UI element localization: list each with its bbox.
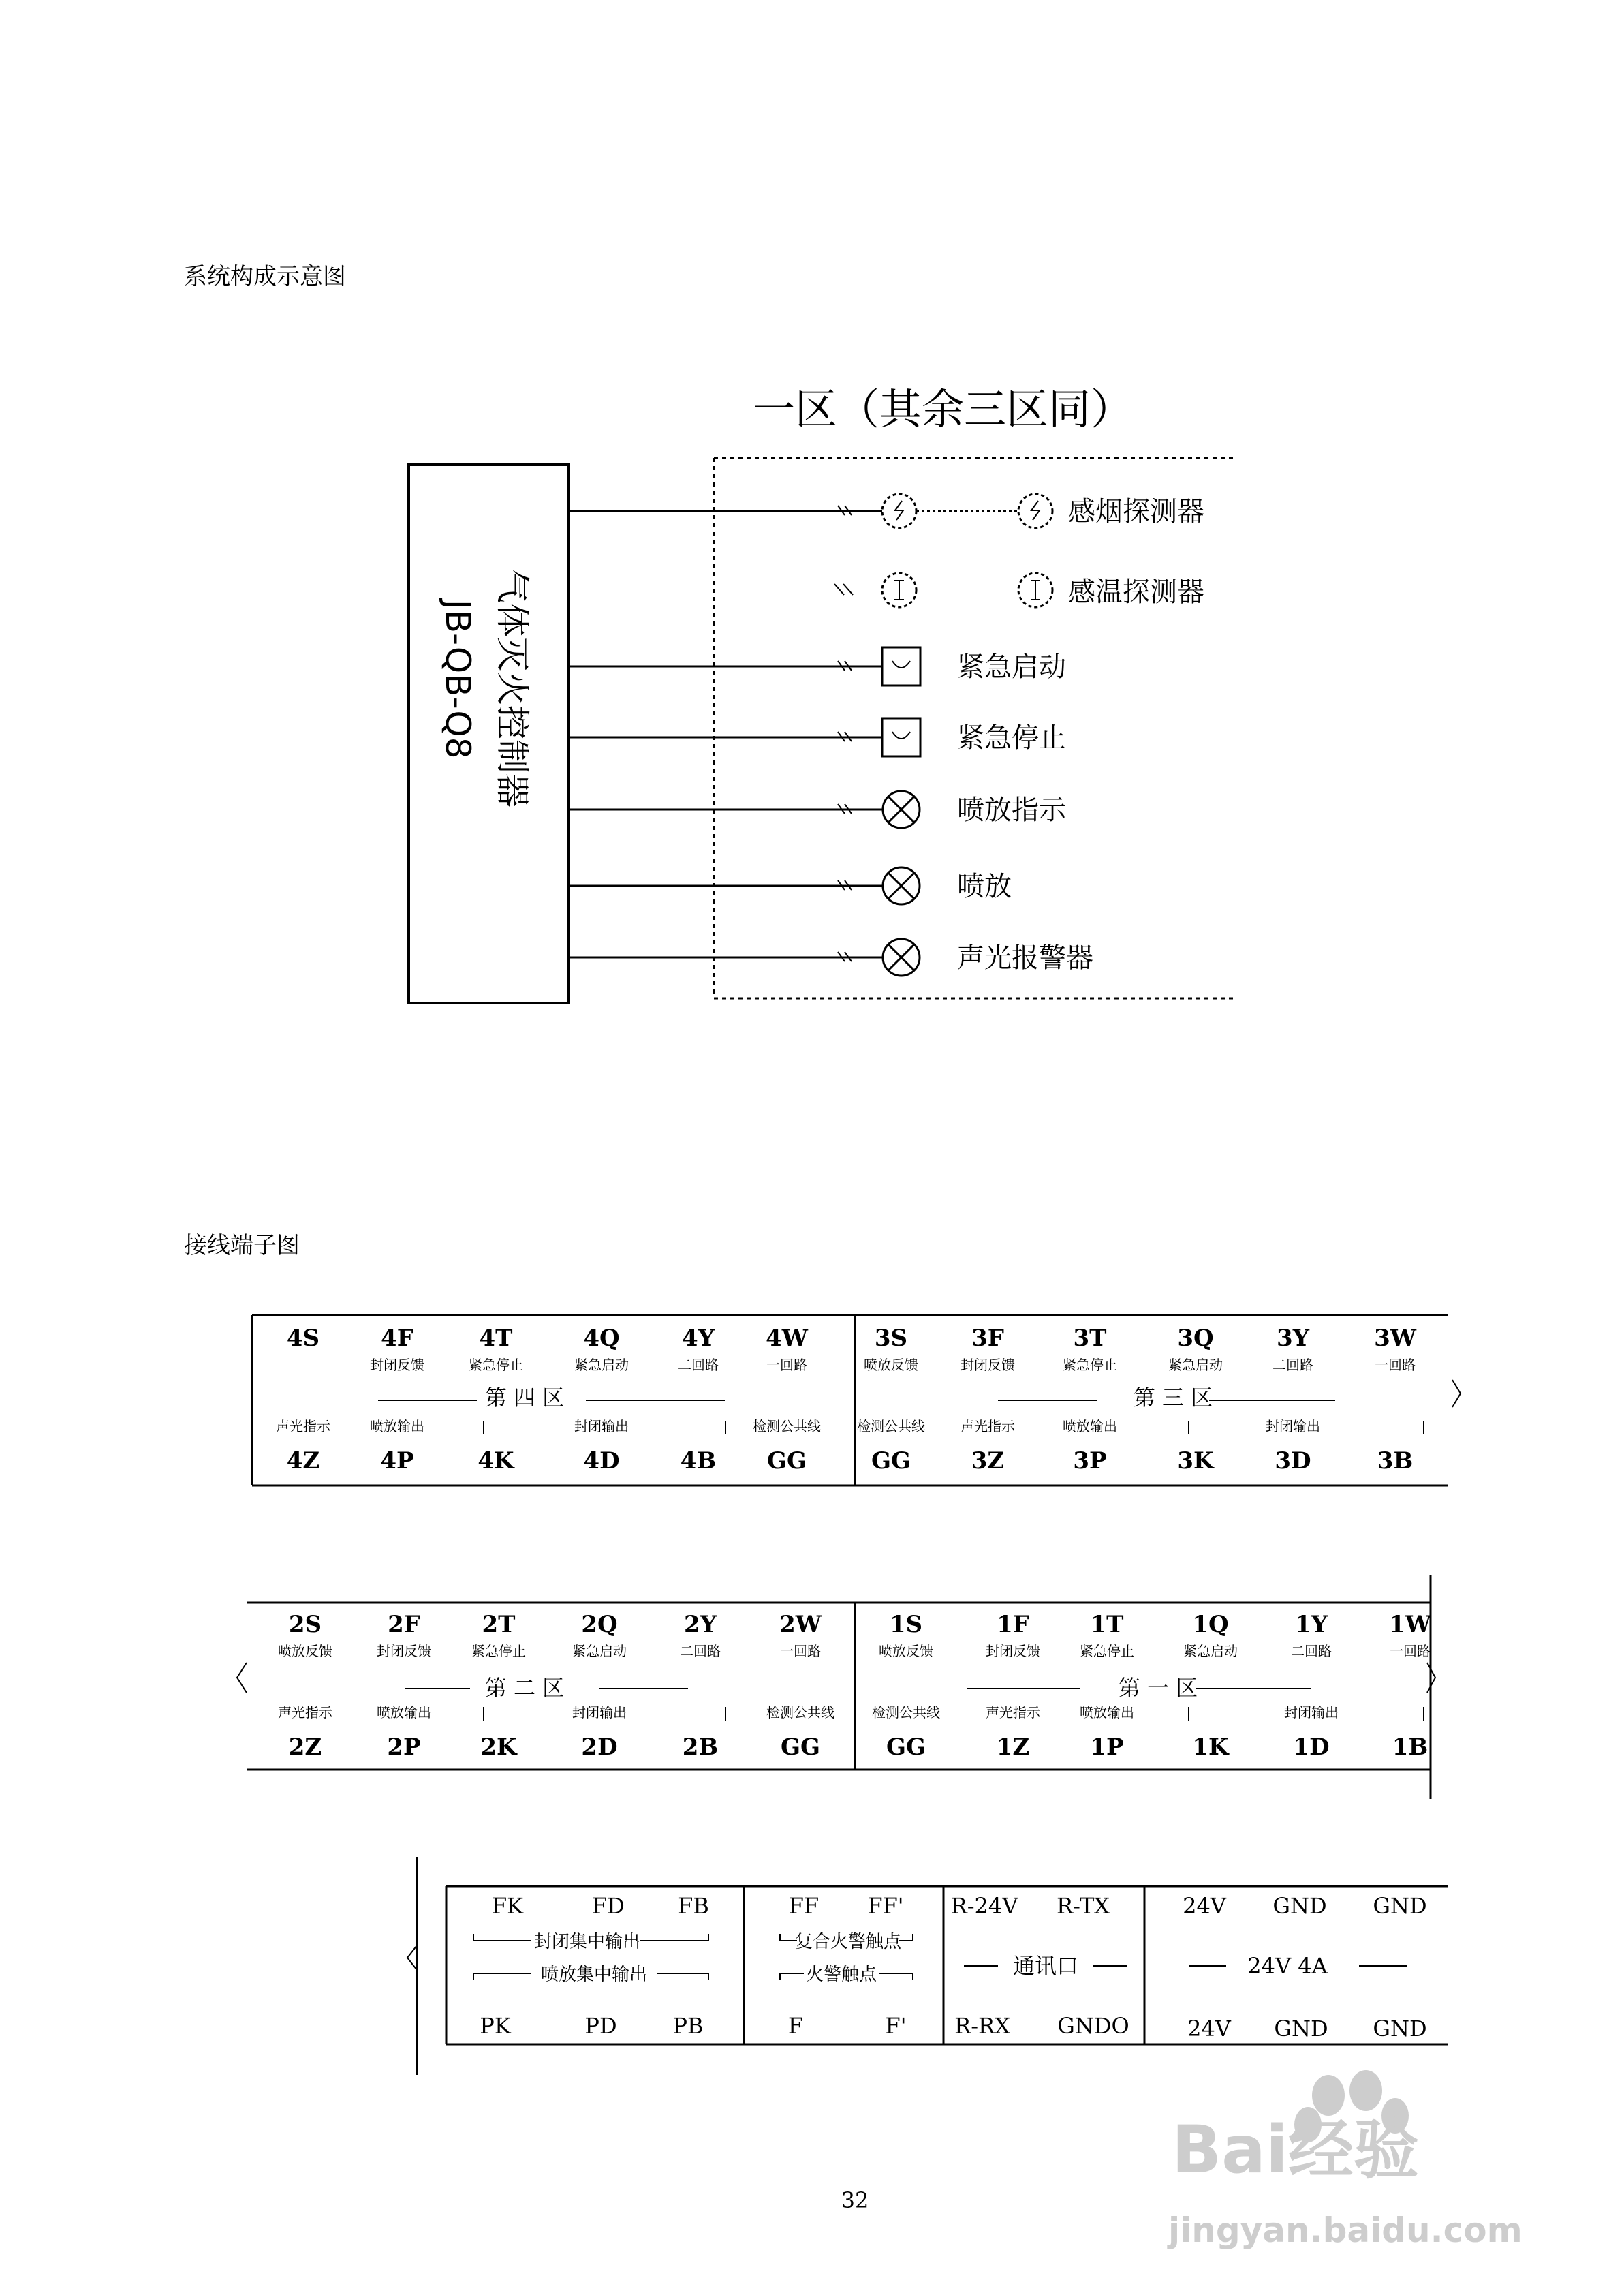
terminal-function-label: 紧急启动	[1168, 1357, 1223, 1373]
terminal-code: 1F	[997, 1611, 1029, 1638]
fire-alarm-contact-label: 火警触点	[805, 1965, 877, 1985]
controller-box	[409, 465, 569, 1003]
terminal-code: 3F	[971, 1325, 1004, 1352]
terminal-code: 3P	[1073, 1447, 1107, 1475]
terminal-function-label: 声光指示	[986, 1704, 1040, 1721]
terminal-code: 1K	[1192, 1734, 1229, 1761]
terminal-code: 3W	[1374, 1325, 1416, 1352]
sound-light-alarm-icon	[883, 939, 920, 976]
baidu-watermark	[1167, 2070, 1522, 2250]
system-diagram	[409, 384, 1236, 1003]
terminal-function-label: 声光指示	[276, 1418, 330, 1434]
terminal-code: 4B	[680, 1447, 717, 1475]
terminal-code: 4Z	[286, 1447, 320, 1475]
device-label-heat: 感温探测器	[1068, 576, 1204, 608]
terminal-code: 2Q	[581, 1611, 618, 1638]
device-label-spray: 喷放	[957, 871, 1012, 902]
terminal-code: 2W	[779, 1611, 822, 1638]
seal-output-label: 封闭集中输出	[533, 1932, 641, 1952]
terminal-pd: PD	[584, 2013, 617, 2039]
terminal-function-label: 喷放反馈	[879, 1643, 933, 1659]
smoke-detector-icon	[882, 494, 916, 528]
terminal-function-label: 封闭反馈	[986, 1643, 1040, 1659]
terminal-function-label: 封闭输出	[1284, 1704, 1339, 1721]
terminal-code: 1Z	[996, 1734, 1030, 1761]
terminal-ff: FF	[788, 1893, 819, 1919]
terminal-function-label: 一回路	[1375, 1357, 1416, 1373]
terminal-function-label: 检测公共线	[857, 1418, 925, 1434]
terminal-function-label: 喷放输出	[370, 1418, 424, 1434]
terminal-function-label: 紧急启动	[572, 1643, 627, 1659]
terminal-function-label: 封闭输出	[1266, 1418, 1320, 1434]
terminal-code: 2F	[388, 1611, 420, 1638]
terminal-function-label: 紧急停止	[471, 1643, 526, 1659]
controller-name: 气体灭火控制器	[493, 569, 532, 807]
zone-title: 一区（其余三区同）	[753, 384, 1134, 434]
device-label-alarm: 声光报警器	[957, 942, 1093, 974]
terminal-f: F	[787, 2013, 804, 2039]
terminal-code: GG	[766, 1447, 807, 1475]
wire-set	[569, 506, 1018, 961]
terminal-function-label: 二回路	[680, 1643, 721, 1659]
terminal-code: 4D	[583, 1447, 620, 1475]
terminal-code: 4F	[381, 1325, 413, 1352]
terminal-code: 3Y	[1277, 1325, 1309, 1352]
terminal-code: 2T	[482, 1611, 516, 1638]
terminal-f-prime: F'	[885, 2013, 907, 2039]
terminal-function-label: 检测公共线	[753, 1418, 821, 1434]
terminal-gnd-bottom-2: GND	[1373, 2016, 1427, 2042]
system-diagram-heading: 系统构成示意图	[184, 263, 346, 290]
terminal-gndo: GNDO	[1057, 2013, 1129, 2039]
terminal-function-label: 封闭反馈	[961, 1357, 1015, 1373]
terminal-function-label: 喷放反馈	[278, 1643, 332, 1659]
terminal-function-label: 检测公共线	[766, 1704, 834, 1721]
terminal-code: GG	[886, 1734, 926, 1761]
power-supply-label: 24V 4A	[1247, 1953, 1328, 1979]
heat-detector-icon	[1018, 573, 1052, 607]
terminal-function-label: 喷放反馈	[864, 1357, 918, 1373]
terminal-code: 2Z	[288, 1734, 322, 1761]
terminal-code: GG	[780, 1734, 821, 1761]
terminal-code: 3S	[874, 1325, 908, 1352]
terminal-gnd-bottom-1: GND	[1274, 2016, 1328, 2042]
terminal-gnd-top-1: GND	[1272, 1893, 1327, 1919]
spray-lamp-icon	[883, 867, 920, 904]
terminal-function-label: 喷放输出	[1063, 1418, 1117, 1434]
terminal-function-label: 喷放输出	[1080, 1704, 1134, 1721]
device-label-stop: 紧急停止	[957, 722, 1066, 754]
terminal-code: 2S	[288, 1611, 322, 1638]
terminal-code: 1D	[1293, 1734, 1330, 1761]
page-number: 32	[841, 2187, 869, 2213]
terminal-function-label: 紧急停止	[1063, 1357, 1117, 1373]
common-terminal-text	[480, 1893, 1426, 2042]
emergency-start-button-icon	[882, 647, 920, 686]
terminal-function-label: 封闭输出	[574, 1418, 629, 1434]
terminal-code: 3K	[1177, 1447, 1214, 1475]
terminal-24v-bottom: 24V	[1187, 2016, 1231, 2042]
terminal-code: 4P	[380, 1447, 414, 1475]
terminal-code: 4T	[479, 1325, 513, 1352]
terminal-code: 4Y	[682, 1325, 715, 1352]
terminal-function-label: 二回路	[1272, 1357, 1313, 1373]
terminal-code: 2Y	[684, 1611, 717, 1638]
terminal-code: 1Q	[1192, 1611, 1229, 1638]
terminal-code: 3B	[1377, 1447, 1414, 1475]
device-label-start: 紧急启动	[957, 651, 1066, 683]
terminal-function-label: 封闭输出	[572, 1704, 627, 1721]
terminal-fk: FK	[491, 1893, 524, 1919]
composite-alarm-contact-label: 复合火警触点	[794, 1932, 902, 1952]
terminal-code: 3D	[1275, 1447, 1311, 1475]
terminal-code: 1B	[1392, 1734, 1428, 1761]
terminal-strip-zone-2-1	[237, 1575, 1435, 1799]
wiring-diagram-heading: 接线端子图	[184, 1232, 300, 1259]
terminal-pb: PB	[672, 2013, 704, 2039]
terminal-function-label: 二回路	[678, 1357, 719, 1373]
heat-detector-icon	[882, 573, 916, 607]
terminal-fb: FB	[678, 1893, 709, 1919]
terminal-function-label: 紧急停止	[1080, 1643, 1134, 1659]
wire-ticks	[834, 506, 853, 961]
device-label-smoke: 感烟探测器	[1068, 496, 1204, 527]
terminal-function-label: 检测公共线	[872, 1704, 940, 1721]
terminal-function-label: 紧急启动	[1183, 1643, 1238, 1659]
terminal-r-24v: R-24V	[950, 1893, 1018, 1919]
terminal-function-label: 紧急停止	[469, 1357, 523, 1373]
terminal-gnd-top-2: GND	[1373, 1893, 1427, 1919]
watermark-brand: Bai经验	[1172, 2112, 1419, 2188]
terminal-code: 4K	[478, 1447, 514, 1475]
terminal-r-rx: R-RX	[954, 2013, 1010, 2039]
terminal-ff-prime: FF'	[867, 1893, 904, 1919]
zone-label-right: 第 一 区	[1118, 1675, 1198, 1701]
terminal-code: 1T	[1090, 1611, 1124, 1638]
smoke-detector-icon	[1018, 494, 1052, 528]
terminal-function-label: 喷放输出	[377, 1704, 431, 1721]
watermark-url: jingyan.baidu.com	[1168, 2211, 1522, 2250]
terminal-code: 4Q	[583, 1325, 620, 1352]
emergency-stop-button-icon	[882, 718, 920, 756]
terminal-code: 1W	[1389, 1611, 1431, 1638]
terminal-code: 2B	[682, 1734, 719, 1761]
device-label-spray-indicator: 喷放指示	[957, 795, 1066, 826]
terminal-code: 3Z	[971, 1447, 1005, 1475]
terminal-code: 1Y	[1295, 1611, 1328, 1638]
terminal-pk: PK	[480, 2013, 511, 2039]
terminal-code: 3Q	[1177, 1325, 1214, 1352]
terminal-code: GG	[871, 1447, 911, 1475]
terminal-code: 1S	[889, 1611, 923, 1638]
zone-label-left: 第 二 区	[484, 1675, 565, 1701]
terminal-r-tx: R-TX	[1057, 1893, 1110, 1919]
terminal-function-label: 一回路	[780, 1643, 821, 1659]
terminal-code: 3T	[1073, 1325, 1107, 1352]
terminal-code: 2K	[480, 1734, 517, 1761]
terminal-function-label: 二回路	[1291, 1643, 1332, 1659]
zone-label-left: 第 四 区	[484, 1385, 565, 1411]
terminal-function-label: 封闭反馈	[370, 1357, 424, 1373]
terminal-function-label: 声光指示	[961, 1418, 1015, 1434]
terminal-code: 2D	[581, 1734, 618, 1761]
spray-indicator-lamp-icon	[883, 791, 920, 828]
comm-port-label: 通讯口	[1012, 1953, 1079, 1979]
terminal-function-label: 封闭反馈	[377, 1643, 431, 1659]
terminal-24v-top: 24V	[1183, 1893, 1226, 1919]
terminal-code: 1P	[1090, 1734, 1124, 1761]
controller-model: JB-QB-Q8	[438, 600, 478, 759]
terminal-function-label: 紧急启动	[574, 1357, 629, 1373]
terminal-fd: FD	[592, 1893, 625, 1919]
terminal-code: 2P	[387, 1734, 421, 1761]
spray-output-label: 喷放集中输出	[540, 1965, 648, 1985]
terminal-function-label: 一回路	[1390, 1643, 1431, 1659]
terminal-code: 4S	[286, 1325, 320, 1352]
terminal-code: 4W	[766, 1325, 808, 1352]
terminal-function-label: 一回路	[766, 1357, 807, 1373]
zone-label-right: 第 三 区	[1133, 1385, 1213, 1411]
terminal-function-label: 声光指示	[278, 1704, 332, 1721]
